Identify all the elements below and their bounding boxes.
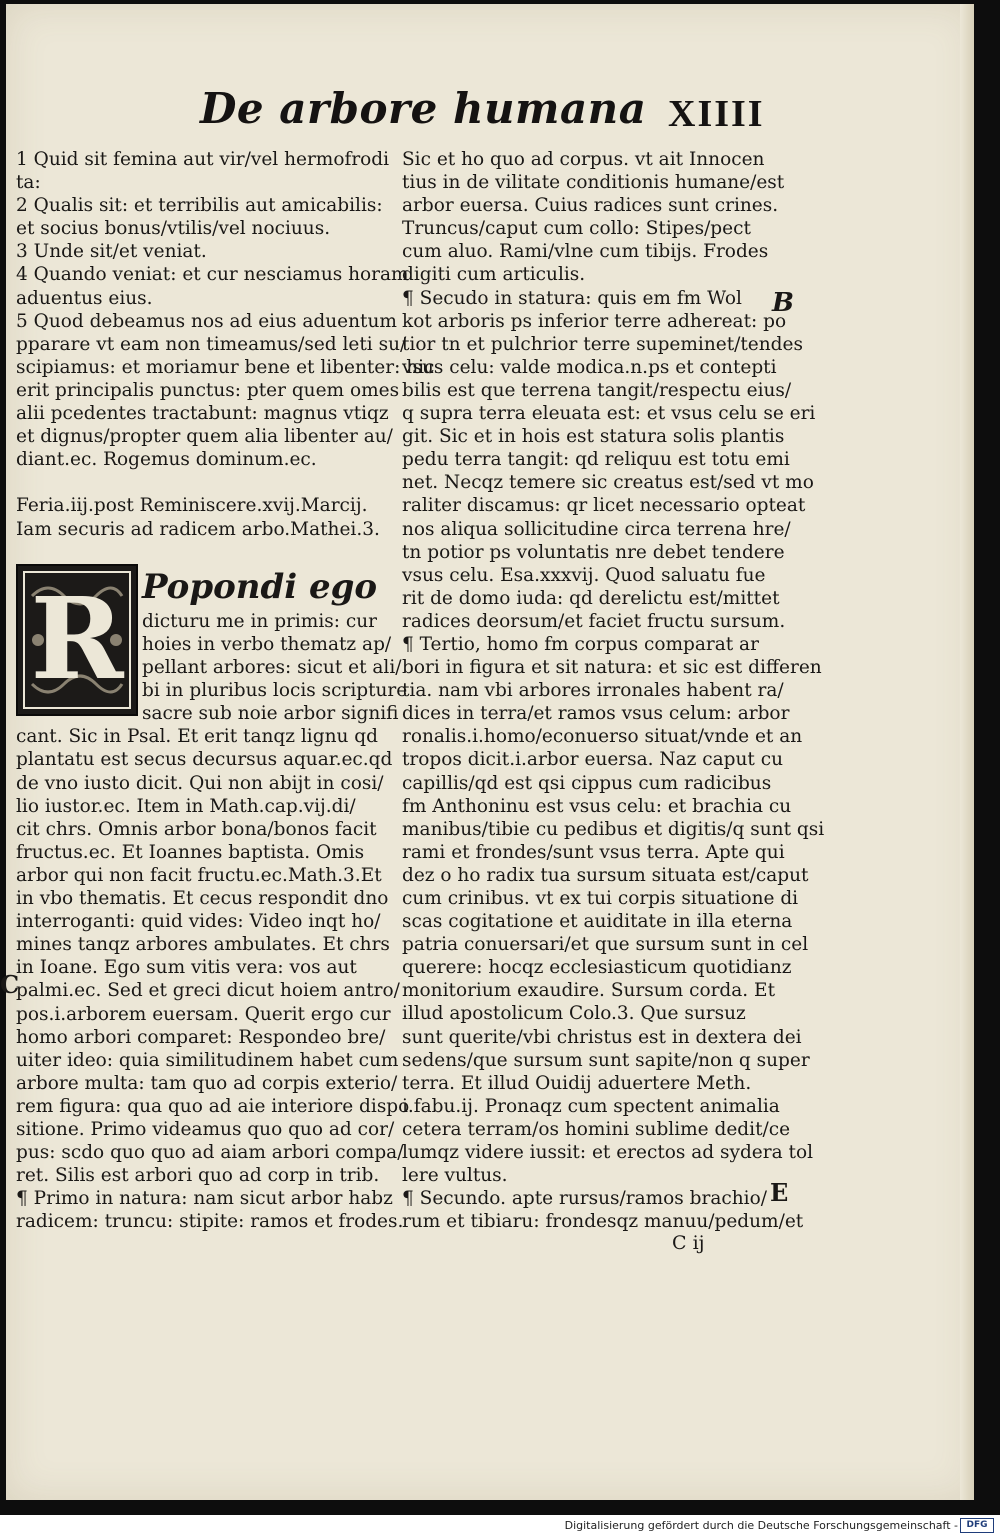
dfg-logo: DFG [960, 1518, 994, 1533]
text-line: ronalis.i.homo/econuerso situat/vnde et an [402, 726, 803, 748]
text-line: arbore multa: tam quo ad corpis exterio/ [16, 1072, 398, 1094]
text-line: 2 Qualis sit: et terribilis aut amicabilis: [16, 195, 383, 217]
text-line: net. Necqz temere sic creatus est/sed vt mo [402, 472, 814, 494]
text-line: fructus.ec. Et Ioannes baptista. Omis [16, 841, 365, 863]
text-line: 5 Quod debeamus nos ad eius aduentum [16, 310, 397, 332]
text-line: tn potior ps voluntatis nre debet tendere [402, 541, 785, 563]
margin-letter-e: E [770, 1178, 789, 1207]
text-line: bilis est que terrena tangit/respectu eius/ [402, 379, 792, 401]
text-line: ¶ Secudo in statura: quis em fm Wol [402, 287, 742, 309]
text-line: diant.ec. Rogemus dominum.ec. [16, 449, 317, 471]
text-line: ¶ Primo in natura: nam sicut arbor habz [16, 1188, 393, 1210]
text-line: q supra terra eleuata est: et vsus celu se eri [402, 403, 816, 425]
sermon-opening [16, 564, 408, 726]
text-line: dicturu me in primis: cur [142, 610, 377, 632]
margin-letter-c: C [0, 970, 20, 999]
text-line: pellant arbores: sicut et ali/ [142, 656, 402, 678]
text-line: arbor euersa. Cuius radices sunt crines. [402, 195, 779, 217]
text-line: cum aluo. Rami/vlne cum tibijs. Frodes [402, 241, 769, 263]
text-line: rit de domo iuda: qd derelictu est/mittet [402, 587, 780, 609]
text-line: vsus celu. Esa.xxxvij. Quod saluatu fue [402, 564, 766, 586]
sermon-incipit: Popondi ego [142, 566, 378, 607]
text-line: rami et frondes/sunt vsus terra. Apte qui [402, 841, 785, 863]
text-line: 3 Unde sit/et veniat. [16, 241, 207, 263]
text-line: sedens/que sursum sunt sapite/non q super [402, 1049, 810, 1071]
text-line: sunt querite/vbi christus est in dextera dei [402, 1026, 802, 1048]
text-line: pos.i.arborem euersam. Querit ergo cur [16, 1003, 391, 1025]
text-line: tior tn et pulchrior terre supeminet/tendes [402, 333, 803, 355]
text-line: ret. Silis est arbori quo ad corp in trib. [16, 1165, 380, 1187]
text-line: cit chrs. Omnis arbor bona/bonos facit [16, 818, 377, 840]
text-line: de vno iusto dicit. Qui non abijt in cosi/ [16, 772, 384, 794]
text-line: kot arboris ps inferior terre adhereat: po [402, 310, 787, 332]
text-line: nos aliqua sollicitudine circa terrena hre/ [402, 518, 791, 540]
right-text-column [402, 148, 825, 1233]
decorated-initial [16, 564, 138, 716]
text-line: rem figura: qua quo ad aie interiore dispo [16, 1095, 410, 1117]
text-line: capillis/qd est qsi cippus cum radicibus [402, 772, 772, 794]
text-line: alii pcedentes tractabunt: magnus vtiqz [16, 403, 389, 425]
text-line: patria conuersari/et que sursum sunt in cel [402, 934, 809, 956]
text-line: Sic et ho quo ad corpus. vt ait Innocen [402, 149, 765, 170]
text-line: erit principalis punctus: pter quem omes [16, 379, 400, 401]
text-line: ¶ Tertio, homo fm corpus comparat ar [402, 633, 759, 655]
text-line: et socius bonus/vtilis/vel nociuus. [16, 218, 331, 240]
text-line: bi in pluribus locis scripture [142, 679, 408, 701]
folio-number: XIIII [668, 93, 765, 135]
text-line: palmi.ec. Sed et greci dicut hoiem antro/ [16, 980, 400, 1002]
text-line: pedu terra tangit: qd reliquu est totu emi [402, 449, 790, 471]
text-line: in Ioane. Ego sum vitis vera: vos aut [16, 957, 357, 979]
text-line: fm Anthoninu est vsus celu: et brachia cu [402, 795, 792, 817]
text-line: uiter ideo: quia similitudinem habet cum [16, 1049, 399, 1071]
text-line: raliter discamus: qr licet necessario opteat [402, 495, 806, 517]
signature-mark: C ij [672, 1232, 705, 1254]
text-line: ¶ Secundo. apte rursus/ramos brachio/ [402, 1188, 767, 1210]
digitization-credit: Digitalisierung gefördert durch die Deutsche Forschungsgemeinschaft - [564, 1519, 958, 1532]
text-line: digiti cum articulis. [402, 264, 586, 286]
heading-line: Iam securis ad radicem arbo.Mathei.3. [16, 518, 380, 540]
text-line: i.fabu.ij. Pronaqz cum spectent animalia [402, 1095, 780, 1117]
text-line: in vbo thematis. Et cecus respondit dno [16, 888, 389, 910]
text-line: Truncus/caput cum collo: Stipes/pect [402, 218, 751, 240]
text-line: sacre sub noie arbor signifi [142, 703, 399, 725]
text-line: interroganti: quid vides: Video inqt ho/ [16, 911, 381, 933]
text-line: git. Sic et in hois est statura solis plantis [402, 426, 785, 448]
sermon-heading [16, 494, 382, 540]
text-line: radices deorsum/et faciet fructu sursum. [402, 610, 786, 632]
margin-letter-b: B [772, 288, 794, 318]
text-line: ta: [16, 172, 41, 194]
text-line: scas cogitatione et auiditate in illa eterna [402, 911, 793, 933]
text-line: cetera terram/os homini sublime dedit/ce [402, 1118, 791, 1140]
text-line: aduentus eius. [16, 287, 153, 309]
text-line: dices in terra/et ramos vsus celum: arbor [402, 703, 790, 725]
text-line: radicem: truncu: stipite: ramos et frodes. [16, 1211, 404, 1233]
text-line: plantatu est secus decursus aquar.ec.qd [16, 749, 393, 771]
heading-line: Feria.iij.post Reminiscere.xvij.Marcij. [16, 495, 368, 517]
text-line: terra. Et illud Ouidij aduertere Meth. [402, 1072, 752, 1094]
text-line: tropos dicit.i.arbor euersa. Naz caput cu [402, 749, 784, 771]
text-line: dez o ho radix tua sursum situata est/caput [402, 864, 809, 886]
text-line: lumqz videre iussit: et erectos ad sydera tol [402, 1142, 814, 1164]
text-line: mines tanqz arbores ambulates. Et chrs [16, 934, 390, 956]
text-line: cum crinibus. vt ex tui corpis situatione di [402, 888, 799, 909]
text-line: illud apostolicum Colo.3. Que sursuz [402, 1003, 746, 1025]
initial-letter: R [30, 573, 124, 705]
text-line: pparare vt eam non timeamus/sed leti su/ [16, 333, 407, 355]
text-line: pus: scdo quo quo ad aiam arbori compa/ [16, 1142, 404, 1164]
text-line: tius in de vilitate conditionis humane/est [402, 172, 785, 194]
text-line: tia. nam vbi arbores irronales habent ra/ [402, 680, 784, 702]
left-text-column [16, 148, 435, 1233]
text-line: hoies in verbo thematz ap/ [142, 633, 392, 655]
text-line: scipiamus: et moriamur bene et libenter: hic [16, 356, 435, 378]
text-line: rum et tibiaru: frondesqz manuu/pedum/et [402, 1211, 804, 1233]
text-line: vsus celu: valde modica.n.ps et contepti [402, 356, 777, 378]
outline-points [16, 148, 435, 471]
text-line: lere vultus. [402, 1165, 508, 1187]
text-line: cant. Sic in Psal. Et erit tanqz lignu qd [16, 726, 378, 748]
text-line: arbor qui non facit fructu.ec.Math.3.Et [16, 864, 382, 886]
text-line: querere: hocqz ecclesiasticum quotidianz [402, 957, 792, 979]
text-line: lio iustor.ec. Item in Math.cap.vij.di/ [16, 795, 356, 817]
text-line: homo arbori comparet: Respondeo bre/ [16, 1026, 386, 1048]
text-line: 1 Quid sit femina aut vir/vel hermofrodi [16, 149, 390, 170]
text-line: manibus/tibie cu pedibus et digitis/q sunt qsi [402, 818, 825, 840]
text-line: sitione. Primo videamus quo quo ad cor/ [16, 1118, 395, 1140]
text-line: bori in figura et sit natura: et sic est differen [402, 657, 822, 679]
sermon-body-left [16, 725, 410, 1233]
running-head: De arbore humana [200, 84, 647, 133]
page-edge-shadow [960, 4, 974, 1500]
text-line: monitorium exaudire. Sursum corda. Et [402, 980, 775, 1002]
text-line: et dignus/propter quem alia libenter au/ [16, 426, 393, 448]
drop-text [142, 564, 407, 725]
text-line: 4 Quando veniat: et cur nesciamus horam [16, 264, 409, 286]
sermon-body-right [402, 148, 825, 1233]
